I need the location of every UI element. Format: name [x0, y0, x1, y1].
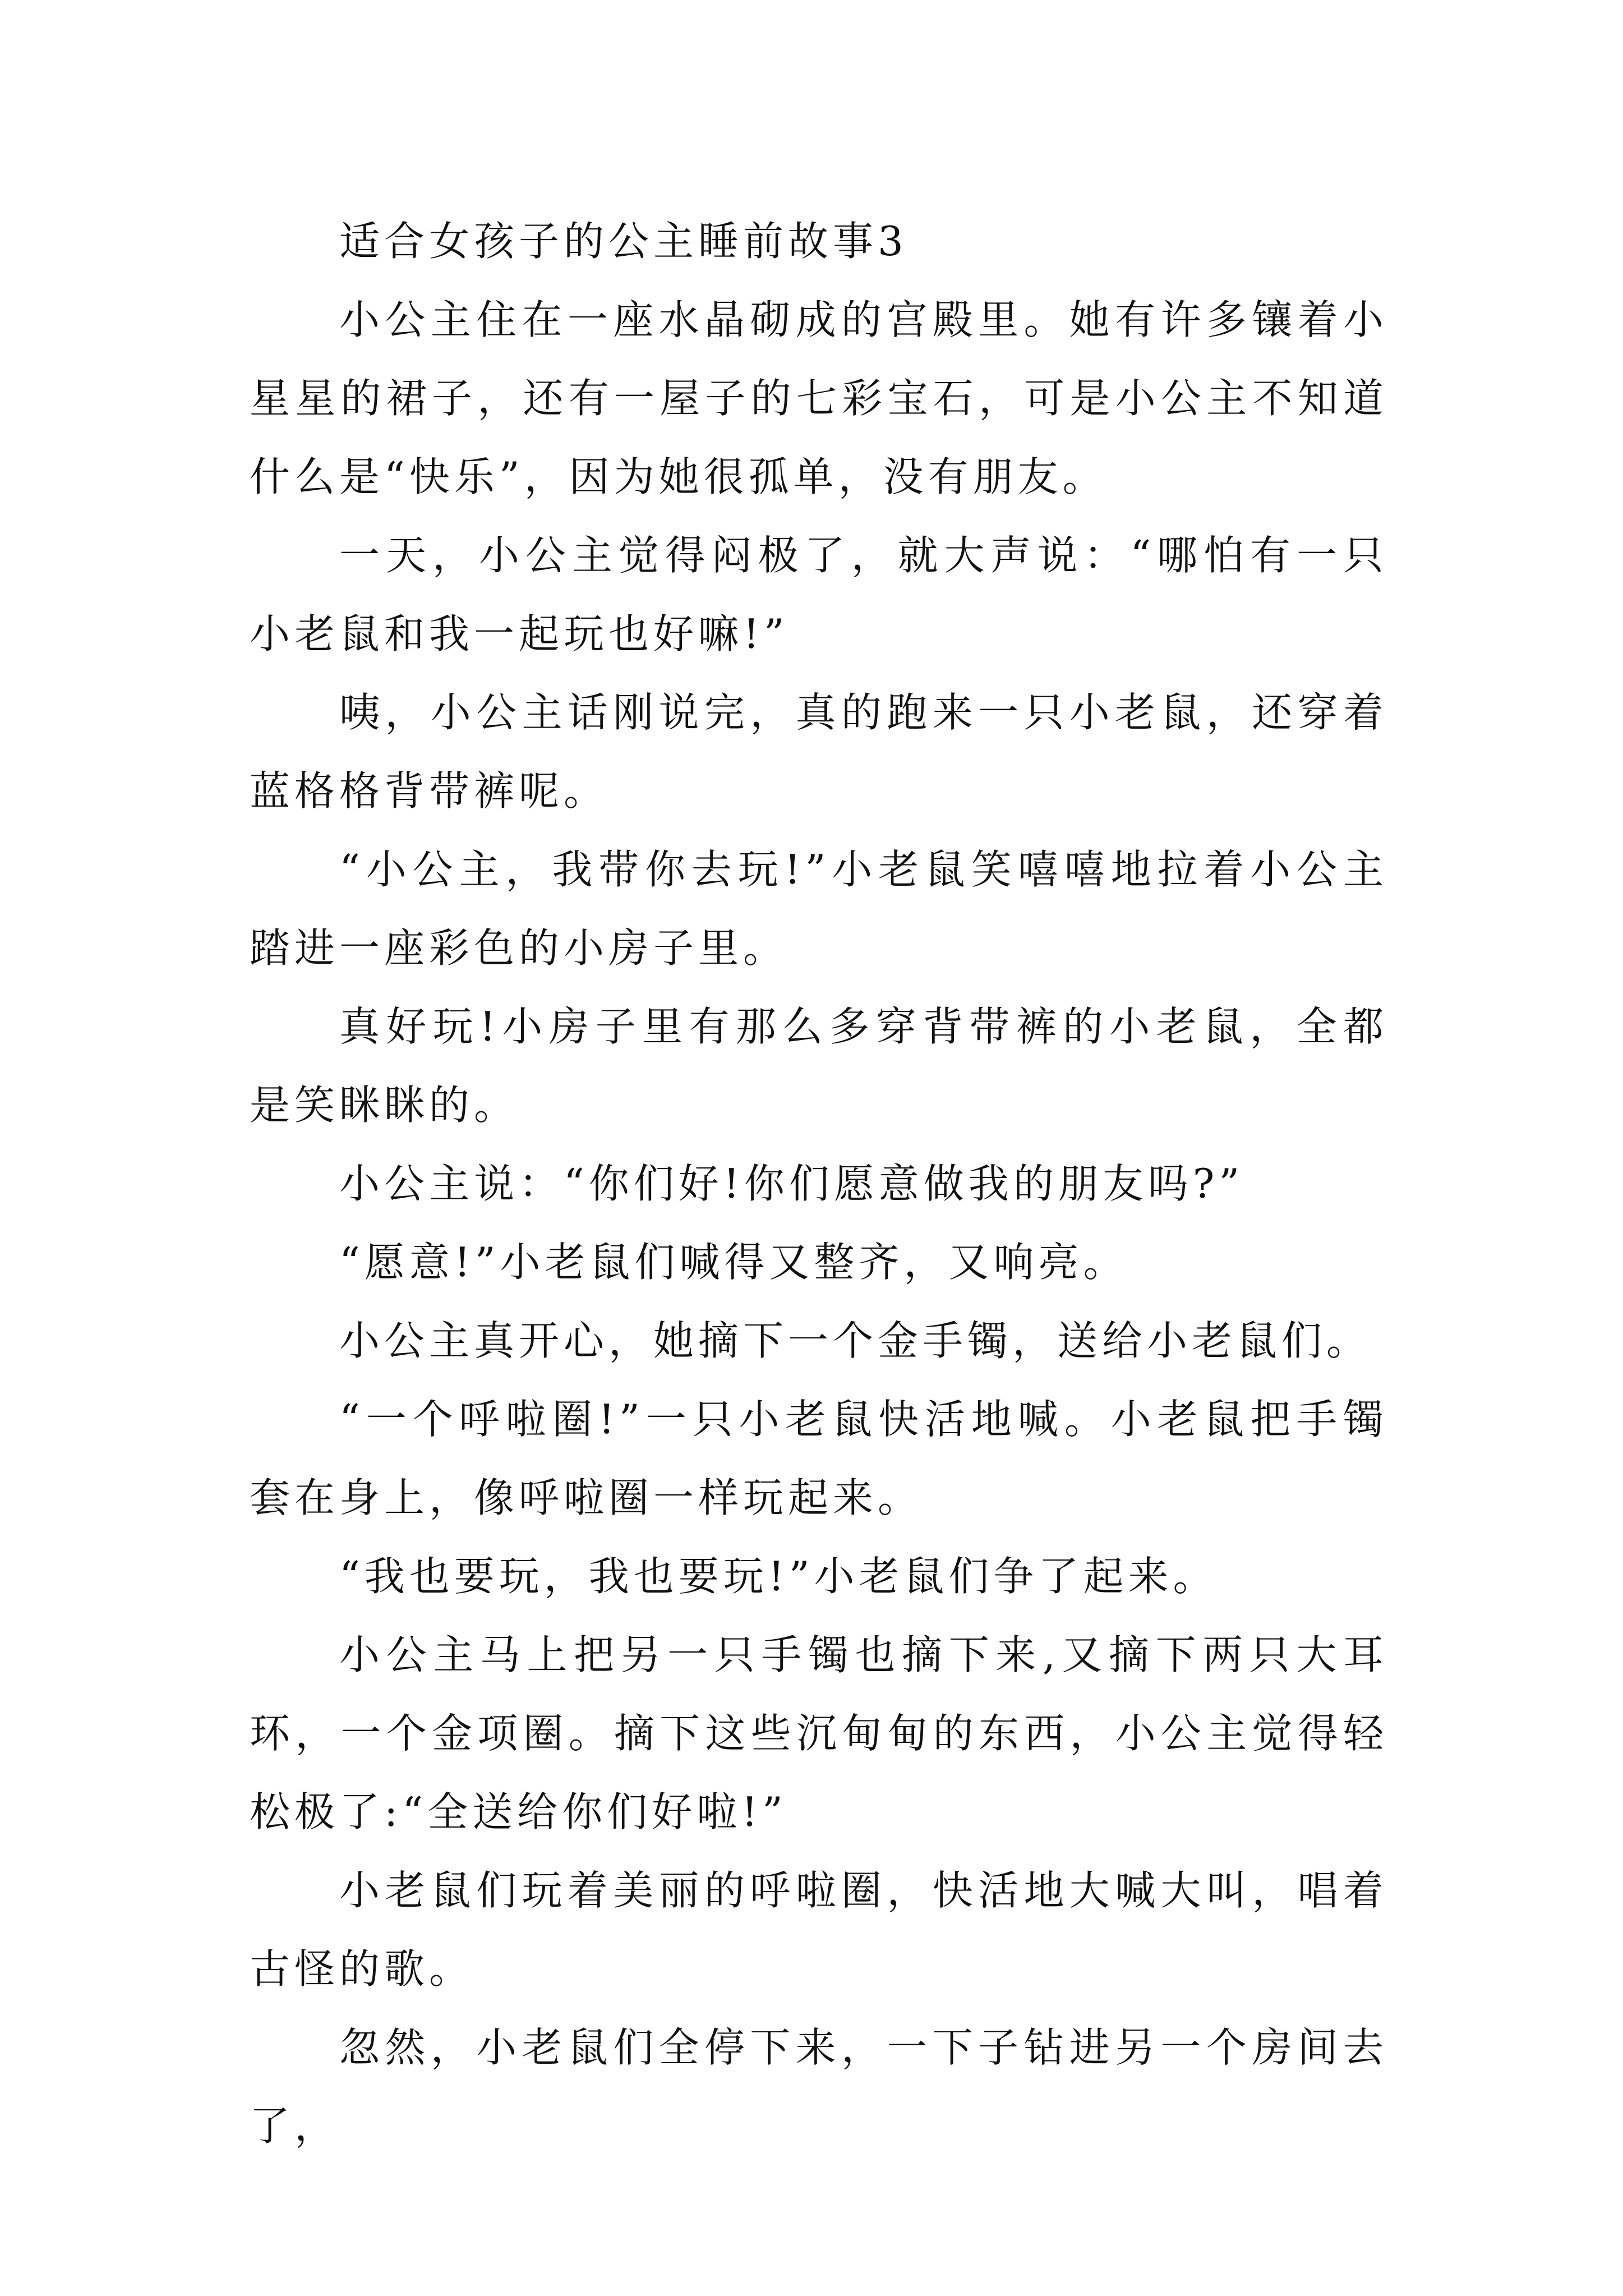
paragraph-4: “小公主，我带你去玩!”小老鼠笑嘻嘻地拉着小公主踏进一座彩色的小房子里。 — [250, 846, 1388, 972]
paragraph-9: “一个呼啦圈!”一只小老鼠快活地喊。小老鼠把手镯套在身上，像呼啦圈一样玩起来。 — [250, 1396, 1388, 1521]
paragraph-6: 小公主说：“你们好!你们愿意做我的朋友吗?” — [339, 1160, 1244, 1207]
paragraph-3: 咦，小公主话刚说完，真的跑来一只小老鼠，还穿着蓝格格背带裤呢。 — [250, 689, 1388, 815]
paragraph-11: 小公主马上把另一只手镯也摘下来,又摘下两只大耳环，一个金项圈。摘下这些沉甸甸的东西，小公主觉得轻松极了:“全送给你们好啦!” — [250, 1631, 1388, 1835]
paragraph-10: “我也要玩，我也要玩!”小老鼠们争了起来。 — [339, 1553, 1218, 1600]
paragraph-7: “愿意!”小老鼠们喊得又整齐，又响亮。 — [339, 1239, 1128, 1286]
paragraph-5: 真好玩!小房子里有那么多穿背带裤的小老鼠，全都是笑眯眯的。 — [250, 1003, 1388, 1129]
story-title: 适合女孩子的公主睡前故事3 — [339, 218, 908, 265]
paragraph-8: 小公主真开心，她摘下一个金手镯，送给小老鼠们。 — [339, 1317, 1372, 1364]
story-text — [250, 202, 1388, 2165]
paragraph-1: 小公主住在一座水晶砌成的宫殿里。她有许多镶着小星星的裙子，还有一屋子的七彩宝石，可是小公主不知道什么是“快乐”，因为她很孤单，没有朋友。 — [250, 296, 1388, 500]
paragraph-2: 一天，小公主觉得闷极了，就大声说：“哪怕有一只小老鼠和我一起玩也好嘛!” — [250, 532, 1388, 657]
paragraph-13: 忽然，小老鼠们全停下来，一下子钻进另一个房间去了， — [250, 2024, 1388, 2150]
paragraph-12: 小老鼠们玩着美丽的呼啦圈，快活地大喊大叫，唱着古怪的歌。 — [250, 1867, 1388, 1993]
